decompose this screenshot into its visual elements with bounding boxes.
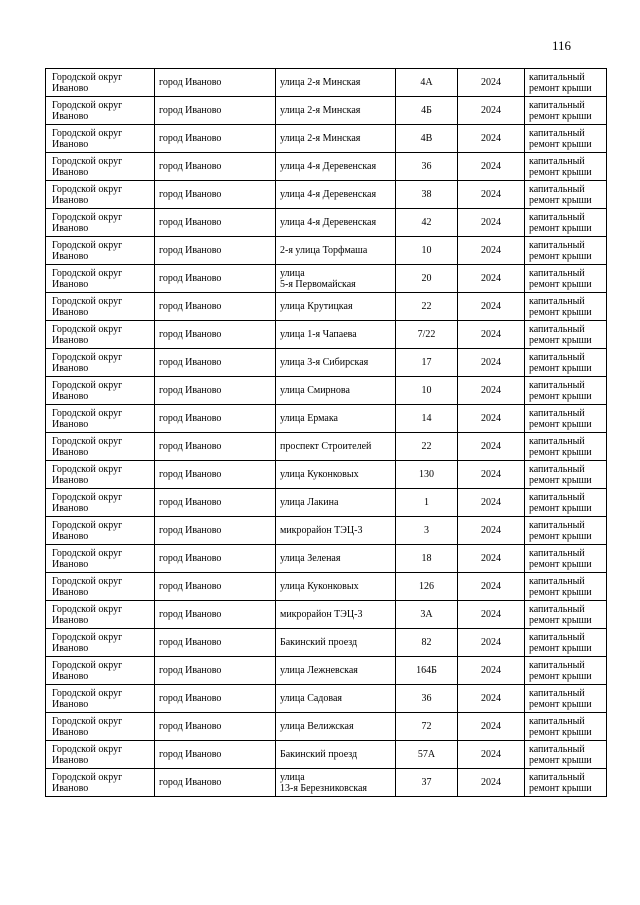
- work-type-cell: капитальный ремонт крыши: [525, 125, 607, 153]
- house-number-cell: 14: [396, 405, 458, 433]
- work-type-cell: капитальный ремонт крыши: [525, 97, 607, 125]
- city-cell: город Иваново: [155, 741, 276, 769]
- year-cell: 2024: [458, 377, 525, 405]
- street-cell: улица 2-я Минская: [276, 97, 396, 125]
- street-cell: улица 2-я Минская: [276, 69, 396, 97]
- city-cell: город Иваново: [155, 209, 276, 237]
- year-cell: 2024: [458, 181, 525, 209]
- year-cell: 2024: [458, 713, 525, 741]
- work-type-cell: капитальный ремонт крыши: [525, 685, 607, 713]
- year-cell: 2024: [458, 657, 525, 685]
- house-number-cell: 38: [396, 181, 458, 209]
- city-cell: город Иваново: [155, 601, 276, 629]
- work-type-cell: капитальный ремонт крыши: [525, 237, 607, 265]
- house-number-cell: 3А: [396, 601, 458, 629]
- table-row: [46, 489, 607, 517]
- year-cell: 2024: [458, 125, 525, 153]
- district-cell: Городской округ Иваново: [46, 713, 155, 741]
- district-cell: Городской округ Иваново: [46, 153, 155, 181]
- year-cell: 2024: [458, 433, 525, 461]
- year-cell: 2024: [458, 321, 525, 349]
- year-cell: 2024: [458, 69, 525, 97]
- house-number-cell: 17: [396, 349, 458, 377]
- city-cell: город Иваново: [155, 349, 276, 377]
- district-cell: Городской округ Иваново: [46, 209, 155, 237]
- district-cell: Городской округ Иваново: [46, 69, 155, 97]
- district-cell: Городской округ Иваново: [46, 685, 155, 713]
- city-cell: город Иваново: [155, 405, 276, 433]
- street-cell: улица 3-я Сибирская: [276, 349, 396, 377]
- year-cell: 2024: [458, 237, 525, 265]
- house-number-cell: 4А: [396, 69, 458, 97]
- district-cell: Городской округ Иваново: [46, 237, 155, 265]
- city-cell: город Иваново: [155, 377, 276, 405]
- year-cell: 2024: [458, 769, 525, 797]
- house-number-cell: 36: [396, 153, 458, 181]
- city-cell: город Иваново: [155, 181, 276, 209]
- work-type-cell: капитальный ремонт крыши: [525, 433, 607, 461]
- work-type-cell: капитальный ремонт крыши: [525, 657, 607, 685]
- table-row: [46, 433, 607, 461]
- year-cell: 2024: [458, 629, 525, 657]
- work-type-cell: капитальный ремонт крыши: [525, 349, 607, 377]
- year-cell: 2024: [458, 601, 525, 629]
- table-row: [46, 461, 607, 489]
- work-type-cell: капитальный ремонт крыши: [525, 293, 607, 321]
- street-cell: 2-я улица Торфмаша: [276, 237, 396, 265]
- table-body: [46, 69, 607, 797]
- table-row: [46, 545, 607, 573]
- district-cell: Городской округ Иваново: [46, 489, 155, 517]
- table-row: [46, 125, 607, 153]
- table-row: [46, 573, 607, 601]
- district-cell: Городской округ Иваново: [46, 265, 155, 293]
- street-cell: улица Лежневская: [276, 657, 396, 685]
- house-number-cell: 82: [396, 629, 458, 657]
- house-number-cell: 7/22: [396, 321, 458, 349]
- city-cell: город Иваново: [155, 489, 276, 517]
- street-cell: улица Велижская: [276, 713, 396, 741]
- city-cell: город Иваново: [155, 517, 276, 545]
- street-cell: проспект Строителей: [276, 433, 396, 461]
- year-cell: 2024: [458, 545, 525, 573]
- table-row: [46, 69, 607, 97]
- street-cell: улица 2-я Минская: [276, 125, 396, 153]
- district-cell: Городской округ Иваново: [46, 97, 155, 125]
- house-number-cell: 72: [396, 713, 458, 741]
- district-cell: Городской округ Иваново: [46, 293, 155, 321]
- table-row: [46, 517, 607, 545]
- district-cell: Городской округ Иваново: [46, 517, 155, 545]
- work-type-cell: капитальный ремонт крыши: [525, 517, 607, 545]
- house-number-cell: 37: [396, 769, 458, 797]
- district-cell: Городской округ Иваново: [46, 125, 155, 153]
- city-cell: город Иваново: [155, 265, 276, 293]
- city-cell: город Иваново: [155, 153, 276, 181]
- work-type-cell: капитальный ремонт крыши: [525, 713, 607, 741]
- work-type-cell: капитальный ремонт крыши: [525, 769, 607, 797]
- year-cell: 2024: [458, 489, 525, 517]
- year-cell: 2024: [458, 293, 525, 321]
- house-number-cell: 3: [396, 517, 458, 545]
- city-cell: город Иваново: [155, 461, 276, 489]
- city-cell: город Иваново: [155, 293, 276, 321]
- district-cell: Городской округ Иваново: [46, 601, 155, 629]
- street-cell: Бакинский проезд: [276, 629, 396, 657]
- street-cell: улица 4-я Деревенская: [276, 209, 396, 237]
- street-cell: улица 1-я Чапаева: [276, 321, 396, 349]
- district-cell: Городской округ Иваново: [46, 769, 155, 797]
- district-cell: Городской округ Иваново: [46, 545, 155, 573]
- house-number-cell: 22: [396, 433, 458, 461]
- work-type-cell: капитальный ремонт крыши: [525, 545, 607, 573]
- district-cell: Городской округ Иваново: [46, 461, 155, 489]
- street-cell: улица Крутицкая: [276, 293, 396, 321]
- street-cell: улица Лакина: [276, 489, 396, 517]
- district-cell: Городской округ Иваново: [46, 433, 155, 461]
- city-cell: город Иваново: [155, 685, 276, 713]
- table-row: [46, 349, 607, 377]
- house-number-cell: 10: [396, 377, 458, 405]
- work-type-cell: капитальный ремонт крыши: [525, 181, 607, 209]
- house-number-cell: 10: [396, 237, 458, 265]
- table-row: [46, 265, 607, 293]
- house-number-cell: 20: [396, 265, 458, 293]
- house-number-cell: 4Б: [396, 97, 458, 125]
- district-cell: Городской округ Иваново: [46, 405, 155, 433]
- table-row: [46, 405, 607, 433]
- year-cell: 2024: [458, 461, 525, 489]
- table-row: [46, 657, 607, 685]
- house-number-cell: 126: [396, 573, 458, 601]
- work-type-cell: капитальный ремонт крыши: [525, 573, 607, 601]
- district-cell: Городской округ Иваново: [46, 349, 155, 377]
- work-type-cell: капитальный ремонт крыши: [525, 741, 607, 769]
- street-cell: микрорайон ТЭЦ-3: [276, 517, 396, 545]
- house-number-cell: 1: [396, 489, 458, 517]
- district-cell: Городской округ Иваново: [46, 321, 155, 349]
- table-row: [46, 153, 607, 181]
- city-cell: город Иваново: [155, 97, 276, 125]
- table-row: [46, 629, 607, 657]
- table-row: [46, 741, 607, 769]
- house-number-cell: 18: [396, 545, 458, 573]
- year-cell: 2024: [458, 97, 525, 125]
- house-number-cell: 4В: [396, 125, 458, 153]
- district-cell: Городской округ Иваново: [46, 377, 155, 405]
- house-number-cell: 164Б: [396, 657, 458, 685]
- city-cell: город Иваново: [155, 573, 276, 601]
- district-cell: Городской округ Иваново: [46, 573, 155, 601]
- table-row: [46, 209, 607, 237]
- city-cell: город Иваново: [155, 769, 276, 797]
- work-type-cell: капитальный ремонт крыши: [525, 209, 607, 237]
- table-row: [46, 293, 607, 321]
- street-cell: улица Куконковых: [276, 573, 396, 601]
- work-type-cell: капитальный ремонт крыши: [525, 461, 607, 489]
- street-cell: улица 5-я Первомайская: [276, 265, 396, 293]
- table-row: [46, 769, 607, 797]
- district-cell: Городской округ Иваново: [46, 181, 155, 209]
- city-cell: город Иваново: [155, 321, 276, 349]
- house-number-cell: 130: [396, 461, 458, 489]
- page-number: 116: [552, 38, 572, 53]
- year-cell: 2024: [458, 153, 525, 181]
- table-row: [46, 321, 607, 349]
- city-cell: город Иваново: [155, 713, 276, 741]
- year-cell: 2024: [458, 741, 525, 769]
- year-cell: 2024: [458, 349, 525, 377]
- city-cell: город Иваново: [155, 545, 276, 573]
- street-cell: улица 13-я Березниковская: [276, 769, 396, 797]
- year-cell: 2024: [458, 573, 525, 601]
- work-type-cell: капитальный ремонт крыши: [525, 629, 607, 657]
- table-row: [46, 181, 607, 209]
- year-cell: 2024: [458, 517, 525, 545]
- city-cell: город Иваново: [155, 125, 276, 153]
- street-cell: улица Садовая: [276, 685, 396, 713]
- house-number-cell: 57А: [396, 741, 458, 769]
- work-type-cell: капитальный ремонт крыши: [525, 377, 607, 405]
- city-cell: город Иваново: [155, 433, 276, 461]
- house-number-cell: 42: [396, 209, 458, 237]
- work-type-cell: капитальный ремонт крыши: [525, 601, 607, 629]
- table-row: [46, 237, 607, 265]
- house-number-cell: 36: [396, 685, 458, 713]
- street-cell: улица 4-я Деревенская: [276, 153, 396, 181]
- work-type-cell: капитальный ремонт крыши: [525, 69, 607, 97]
- work-type-cell: капитальный ремонт крыши: [525, 153, 607, 181]
- street-cell: Бакинский проезд: [276, 741, 396, 769]
- work-type-cell: капитальный ремонт крыши: [525, 265, 607, 293]
- city-cell: город Иваново: [155, 629, 276, 657]
- year-cell: 2024: [458, 209, 525, 237]
- city-cell: город Иваново: [155, 657, 276, 685]
- year-cell: 2024: [458, 405, 525, 433]
- year-cell: 2024: [458, 685, 525, 713]
- table-row: [46, 713, 607, 741]
- street-cell: улица Ермака: [276, 405, 396, 433]
- city-cell: город Иваново: [155, 237, 276, 265]
- work-type-cell: капитальный ремонт крыши: [525, 321, 607, 349]
- street-cell: улица Зеленая: [276, 545, 396, 573]
- year-cell: 2024: [458, 265, 525, 293]
- street-cell: улица Куконковых: [276, 461, 396, 489]
- district-cell: Городской округ Иваново: [46, 629, 155, 657]
- repair-schedule-table: [45, 68, 607, 797]
- street-cell: улица 4-я Деревенская: [276, 181, 396, 209]
- house-number-cell: 22: [396, 293, 458, 321]
- district-cell: Городской округ Иваново: [46, 657, 155, 685]
- table-row: [46, 685, 607, 713]
- street-cell: улица Смирнова: [276, 377, 396, 405]
- work-type-cell: капитальный ремонт крыши: [525, 489, 607, 517]
- street-cell: микрорайон ТЭЦ-3: [276, 601, 396, 629]
- city-cell: город Иваново: [155, 69, 276, 97]
- table-row: [46, 601, 607, 629]
- work-type-cell: капитальный ремонт крыши: [525, 405, 607, 433]
- table-row: [46, 377, 607, 405]
- table-row: [46, 97, 607, 125]
- district-cell: Городской округ Иваново: [46, 741, 155, 769]
